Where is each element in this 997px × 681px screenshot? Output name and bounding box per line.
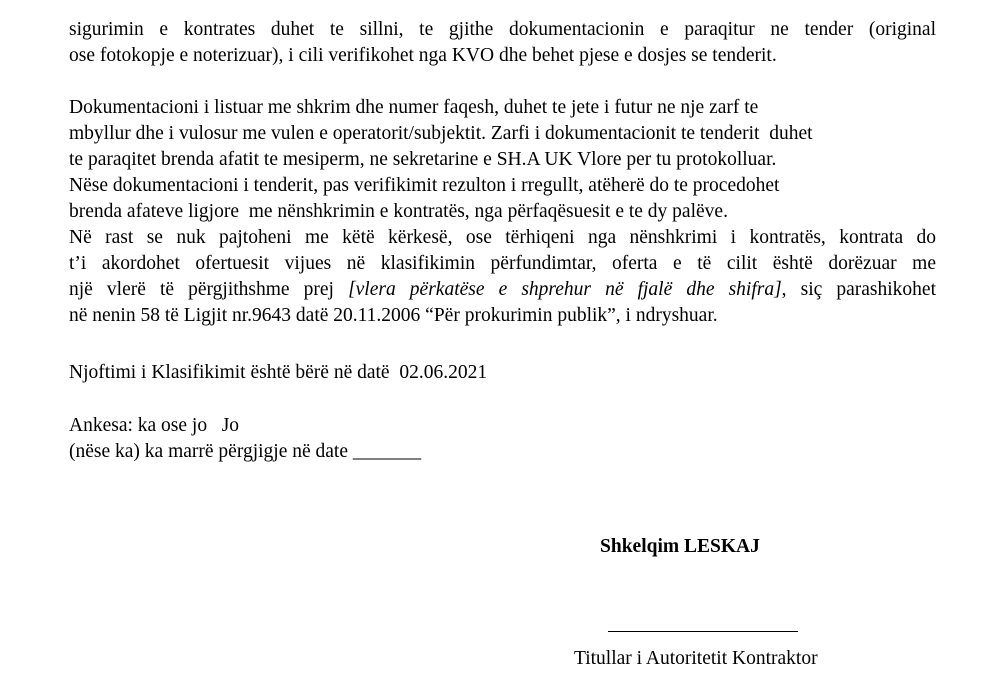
- classification-notice: Njoftimi i Klasifikimit është bërë në datë 02.06.2021: [69, 362, 488, 383]
- value-placeholder-italic: [vlera përkatëse e shprehur në fjalë dhe shifra]: [348, 279, 782, 300]
- paragraph-2-line-1: Dokumentacioni i listuar me shkrim dhe numer faqesh, duhet te jete i futur ne nje zarf te: [69, 97, 759, 118]
- paragraph-1-line-1: sigurimin e kontrates duhet te sillni, te gjithe dokumentacionin e paraqitur ne tender (original: [69, 19, 936, 40]
- complaint-line-1: Ankesa: ka ose jo Jo: [69, 415, 240, 436]
- paragraph-2-line-9: në nenin 58 të Ligjit nr.9643 datë 20.11.2006 “Për prokurimin publik”, i ndryshuar.: [69, 305, 718, 326]
- paragraph-2-line-8: [69, 277, 936, 303]
- paragraph-1-line-2: ose fotokopje e noterizuar), i cili verifikohet nga KVO dhe behet pjese e dosjes se tenderit.: [69, 45, 777, 66]
- paragraph-2-line-4: Nëse dokumentacioni i tenderit, pas verifikimit rezulton i rregullt, atëherë do te procedohet: [69, 175, 780, 196]
- paragraph-2-line-6: Në rast se nuk pajtoheni me këtë kërkesë, ose tërhiqeni nga nënshkrimi i kontratës, kontrata do: [69, 227, 936, 248]
- paragraph-2-line-8-start: një vlerë të përgjithshme prej: [69, 279, 334, 300]
- paragraph-2-line-8-end: , siç parashikohet: [781, 279, 937, 300]
- complaint-line-2: (nëse ka) ka marrë përgjigje në date _______: [69, 441, 422, 462]
- paragraph-2-line-2: mbyllur dhe i vulosur me vulen e operatorit/subjektit. Zarfi i dokumentacionit te tenderit duhet: [69, 123, 813, 144]
- signatory-title: Titullar i Autoritetit Kontraktor: [574, 648, 818, 669]
- signature-line: [608, 631, 798, 632]
- paragraph-2-line-7: t’i akordohet ofertuesit vijues në klasifikimin përfundimtar, oferta e të cilit është dorëzuar me: [69, 253, 936, 274]
- signatory-name: Shkelqim LESKAJ: [600, 536, 760, 557]
- paragraph-2-line-5: brenda afateve ligjore me nënshkrimin e kontratës, nga përfaqësuesit e te dy palëve.: [69, 201, 728, 222]
- paragraph-2-line-3: te paraqitet brenda afatit te mesiperm, ne sekretarine e SH.A UK Vlore per tu protokolluar.: [69, 149, 777, 170]
